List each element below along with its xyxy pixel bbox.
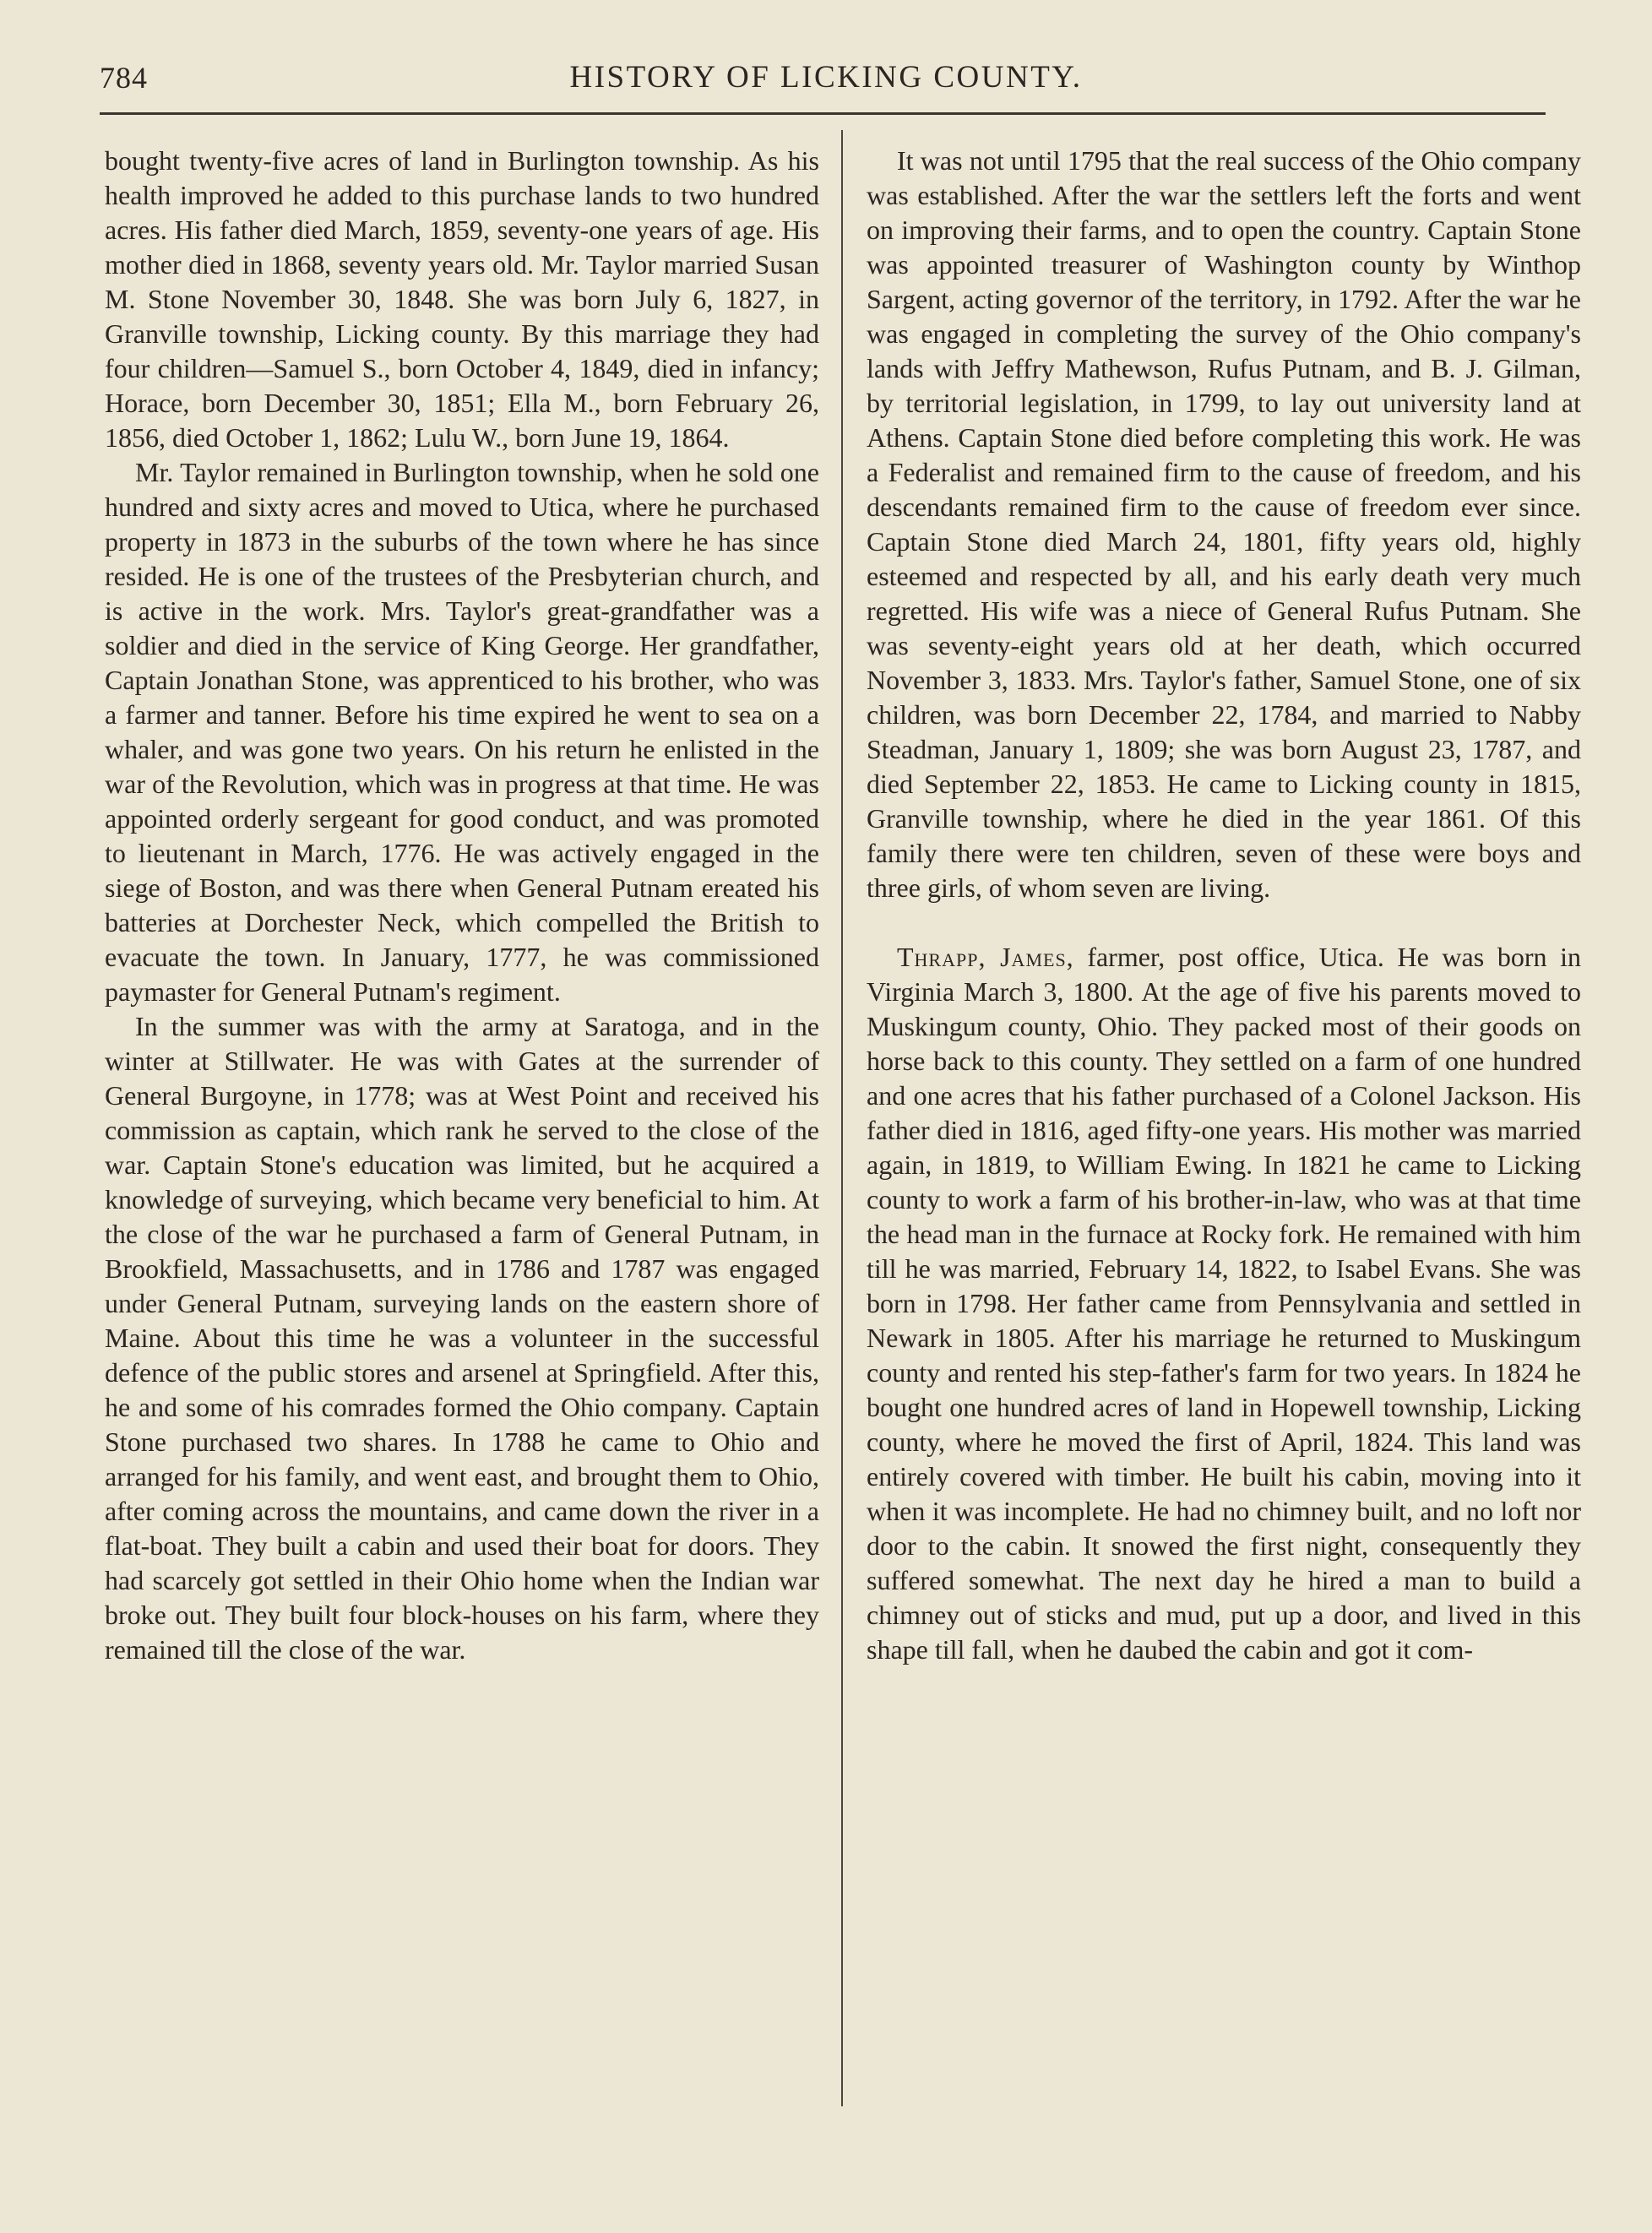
right-column (867, 144, 1581, 2171)
paragraph: bought twenty-five acres of land in Burlington township. As his health improved he added to this purchase lands to two hundred acres. His father died March, 1859, seventy-one years of age. His mother died in 1868, seventy years old. Mr. Taylor married Susan M. Stone November 30, 1848. She was born July 6, 1827, in Granville township, Licking county. By this marriage they had four children—Samuel S., born October 4, 1849, died in infancy; Horace, born December 30, 1851; Ella M., born February 26, 1856, died October 1, 1862; Lulu W., born June 19, 1864. (105, 145, 819, 453)
left-column (105, 144, 819, 2171)
running-head: HISTORY OF LICKING COUNTY. (569, 60, 1083, 95)
biography-entry (867, 940, 1581, 1667)
page-number: 784 (100, 61, 148, 95)
header-rule (100, 112, 1546, 115)
entry-text: farmer, post office, Utica. He was born in Virginia March 3, 1800. At the age of five his parents moved to Muskingum county, Ohio. They packed most of their goods on horse back to this county. They settled on a farm of one hundred and one acres that his father purchased of a Colonel Jackson. His father died in 1816, aged fifty-one years. His mother was married again, in 1819, to William Ewing. In 1821 he came to Licking county to work a farm of his brother-in-law, who was at that time the head man in the furnace at Rocky fork. He remained with him till he was married, February 14, 1822, to Isabel Evans. She was born in 1798. Her father came from Pennsylvania and settled in Newark in 1805. After his marriage he returned to Muskingum county and rented his step-father's farm for two years. In 1824 he bought one hundred acres of land in Hopewell township, Licking county, where he moved the first of April, 1824. This land was entirely covered with timber. He built his cabin, moving into it when it was incomplete. He had no chimney built, and no loft nor door to the cabin. It snowed the first night, consequently they suffered somewhat. The next day he hired a man to build a chimney out of sticks and mud, put up a door, and lived in this shape till fall, when he daubed the cabin and got it com- (867, 942, 1582, 1665)
entry-name: Thrapp, James, (897, 942, 1074, 972)
paragraph: It was not until 1795 that the real success of the Ohio company was established. After the war the settlers left the forts and went on improving their farms, and to open the country. Captain Stone was appointed treasurer of Washington county by Winthop Sargent, acting governor of the territory, in 1792. After the war he was engaged in completing the survey of the Ohio company's lands with Jeffry Mathewson, Rufus Putnam, and B. J. Gilman, by territorial legislation, in 1799, to lay out university land at Athens. Captain Stone died before completing this work. He was a Federalist and remained firm to the cause of freedom, and his descendants remained firm to the cause of freedom ever since. Captain Stone died March 24, 1801, fifty years old, highly esteemed and respected by all, and his early death very much regretted. His wife was a niece of General Rufus Putnam. She was seventy-eight years old at her death, which occurred November 3, 1833. Mrs. Taylor's father, Samuel Stone, one of six children, was born December 22, 1784, and married to Nabby Steadman, January 1, 1809; she was born August 23, 1787, and died September 22, 1853. He came to Licking county in 1815, Granville township, where he died in the year 1861. Of this family there were ten children, seven of these were boys and three girls, of whom seven are living. (867, 145, 1581, 903)
page-header (100, 52, 1552, 103)
column-divider (841, 130, 843, 2106)
paragraph: Mr. Taylor remained in Burlington township, when he sold one hundred and sixty acres and moved to Utica, where he purchased property in 1873 in the suburbs of the town where he has since resided. He is one of the trustees of the Presbyterian church, and is active in the work. Mrs. Taylor's great-grandfather was a soldier and died in the service of King George. Her grandfather, Captain Jonathan Stone, was apprenticed to his brother, who was a farmer and tanner. Before his time expired he went to sea on a whaler, and was gone two years. On his return he enlisted in the war of the Revolution, which was in progress at that time. He was appointed orderly sergeant for good conduct, and was promoted to lieutenant in March, 1776. He was actively engaged in the siege of Boston, and was there when General Putnam ereated his batteries at Dorchester Neck, which compelled the British to evacuate the town. In January, 1777, he was commissioned paymaster for General Putnam's regiment. (105, 457, 819, 1007)
paragraph: In the summer was with the army at Saratoga, and in the winter at Stillwater. He was with Gates at the surrender of General Burgoyne, in 1778; was at West Point and received his commission as captain, which rank he served to the close of the war. Captain Stone's education was limited, but he acquired a knowledge of surveying, which became very beneficial to him. At the close of the war he purchased a farm of General Putnam, in Brookfield, Massachusetts, and in 1786 and 1787 was engaged under General Putnam, surveying lands on the eastern shore of Maine. About this time he was a volunteer in the successful defence of the public stores and arsenel at Springfield. After this, he and some of his comrades formed the Ohio company. Captain Stone purchased two shares. In 1788 he came to Ohio and arranged for his family, and went east, and brought them to Ohio, after coming across the mountains, and came down the river in a flat-boat. They built a cabin and used their boat for doors. They had scarcely got settled in their Ohio home when the Indian war broke out. They built four block-houses on his farm, where they remained till the close of the war. (105, 1011, 819, 1665)
